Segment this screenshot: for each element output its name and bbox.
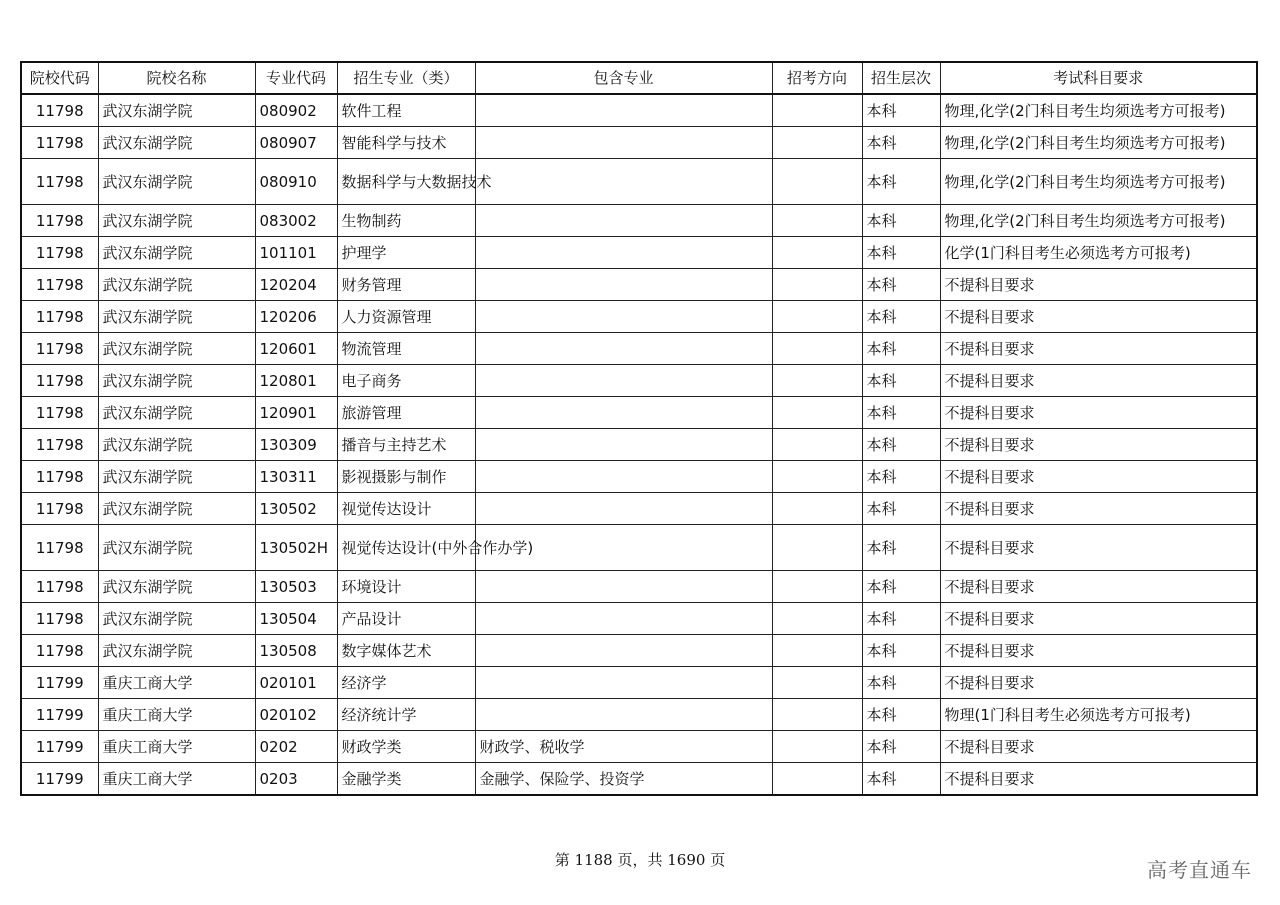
- cell-included-majors: 金融学、保险学、投资学: [475, 763, 772, 796]
- cell-direction: [772, 571, 862, 603]
- cell-major: 数字媒体艺术: [337, 635, 475, 667]
- cell-school-name: 武汉东湖学院: [98, 603, 255, 635]
- cell-included-majors: 财政学、税收学: [475, 731, 772, 763]
- table-row: [21, 94, 1257, 127]
- cell-level: 本科: [862, 635, 940, 667]
- cell-requirement: 物理,化学(2门科目考生均须选考方可报考): [940, 94, 1257, 127]
- cell-included-majors: [475, 127, 772, 159]
- cell-school-code: 11798: [21, 269, 98, 301]
- cell-included-majors: [475, 461, 772, 493]
- cell-major: 财政学类: [337, 731, 475, 763]
- cell-school-code: 11798: [21, 397, 98, 429]
- cell-included-majors: [475, 397, 772, 429]
- cell-requirement: 物理,化学(2门科目考生均须选考方可报考): [940, 159, 1257, 205]
- header-major-code: 专业代码: [255, 62, 337, 94]
- cell-school-name: 武汉东湖学院: [98, 237, 255, 269]
- cell-major: 产品设计: [337, 603, 475, 635]
- cell-included-majors: [475, 237, 772, 269]
- table-body: [21, 94, 1257, 795]
- cell-major: 护理学: [337, 237, 475, 269]
- cell-level: 本科: [862, 127, 940, 159]
- cell-direction: [772, 127, 862, 159]
- cell-major-code: 130309: [255, 429, 337, 461]
- cell-major: 环境设计: [337, 571, 475, 603]
- cell-direction: [772, 333, 862, 365]
- cell-requirement: 不提科目要求: [940, 635, 1257, 667]
- cell-level: 本科: [862, 525, 940, 571]
- table-row: [21, 571, 1257, 603]
- page-number: 第 1188 页，共 1690 页: [554, 851, 726, 869]
- table-row: [21, 333, 1257, 365]
- cell-major-code: 130502H: [255, 525, 337, 571]
- cell-level: 本科: [862, 269, 940, 301]
- cell-included-majors: [475, 635, 772, 667]
- cell-school-code: 11799: [21, 731, 98, 763]
- cell-major-code: 080910: [255, 159, 337, 205]
- cell-included-majors: [475, 269, 772, 301]
- header-level: 招生层次: [862, 62, 940, 94]
- cell-major: 数据科学与大数据技术: [337, 159, 475, 205]
- cell-included-majors: [475, 603, 772, 635]
- cell-school-name: 武汉东湖学院: [98, 94, 255, 127]
- table-row: [21, 301, 1257, 333]
- cell-included-majors: [475, 333, 772, 365]
- cell-direction: [772, 461, 862, 493]
- cell-major: 经济统计学: [337, 699, 475, 731]
- cell-school-code: 11798: [21, 94, 98, 127]
- cell-major: 金融学类: [337, 763, 475, 796]
- cell-school-code: 11798: [21, 365, 98, 397]
- cell-major: 人力资源管理: [337, 301, 475, 333]
- cell-major: 智能科学与技术: [337, 127, 475, 159]
- cell-major: 财务管理: [337, 269, 475, 301]
- cell-requirement: 不提科目要求: [940, 429, 1257, 461]
- table-row: [21, 429, 1257, 461]
- cell-major: 播音与主持艺术: [337, 429, 475, 461]
- cell-school-name: 重庆工商大学: [98, 763, 255, 796]
- cell-included-majors: [475, 571, 772, 603]
- cell-included-majors: [475, 667, 772, 699]
- cell-school-code: 11798: [21, 571, 98, 603]
- table-row: [21, 127, 1257, 159]
- cell-school-name: 武汉东湖学院: [98, 205, 255, 237]
- cell-direction: [772, 397, 862, 429]
- cell-school-name: 武汉东湖学院: [98, 333, 255, 365]
- cell-school-name: 武汉东湖学院: [98, 571, 255, 603]
- cell-level: 本科: [862, 493, 940, 525]
- table-row: [21, 635, 1257, 667]
- cell-direction: [772, 429, 862, 461]
- cell-school-code: 11799: [21, 763, 98, 796]
- cell-school-name: 武汉东湖学院: [98, 493, 255, 525]
- cell-major-code: 130503: [255, 571, 337, 603]
- cell-major-code: 020102: [255, 699, 337, 731]
- cell-level: 本科: [862, 429, 940, 461]
- table-row: [21, 731, 1257, 763]
- cell-direction: [772, 159, 862, 205]
- cell-requirement: 不提科目要求: [940, 365, 1257, 397]
- cell-requirement: 不提科目要求: [940, 667, 1257, 699]
- cell-requirement: 物理(1门科目考生必须选考方可报考): [940, 699, 1257, 731]
- cell-major-code: 120206: [255, 301, 337, 333]
- cell-school-name: 重庆工商大学: [98, 699, 255, 731]
- cell-included-majors: [475, 94, 772, 127]
- cell-school-name: 武汉东湖学院: [98, 429, 255, 461]
- table-row: [21, 603, 1257, 635]
- cell-school-name: 武汉东湖学院: [98, 301, 255, 333]
- cell-school-code: 11798: [21, 205, 98, 237]
- table-row: [21, 493, 1257, 525]
- cell-direction: [772, 493, 862, 525]
- table-row: [21, 525, 1257, 571]
- cell-level: 本科: [862, 94, 940, 127]
- cell-major-code: 080907: [255, 127, 337, 159]
- table-row: [21, 205, 1257, 237]
- cell-major: 视觉传达设计: [337, 493, 475, 525]
- cell-major-code: 130311: [255, 461, 337, 493]
- cell-direction: [772, 699, 862, 731]
- cell-major-code: 0203: [255, 763, 337, 796]
- cell-included-majors: [475, 429, 772, 461]
- header-requirement: 考试科目要求: [940, 62, 1257, 94]
- cell-school-name: 重庆工商大学: [98, 667, 255, 699]
- cell-direction: [772, 269, 862, 301]
- cell-requirement: 不提科目要求: [940, 461, 1257, 493]
- cell-included-majors: [475, 159, 772, 205]
- cell-level: 本科: [862, 461, 940, 493]
- cell-major-code: 130502: [255, 493, 337, 525]
- table-row: [21, 397, 1257, 429]
- cell-school-code: 11798: [21, 461, 98, 493]
- cell-requirement: 不提科目要求: [940, 301, 1257, 333]
- cell-included-majors: [475, 205, 772, 237]
- cell-requirement: 不提科目要求: [940, 603, 1257, 635]
- cell-major-code: 120204: [255, 269, 337, 301]
- cell-included-majors: [475, 699, 772, 731]
- cell-school-code: 11798: [21, 429, 98, 461]
- watermark-logo-text: 高考直通车: [1147, 858, 1252, 882]
- cell-major: 经济学: [337, 667, 475, 699]
- cell-school-name: 武汉东湖学院: [98, 461, 255, 493]
- cell-school-code: 11798: [21, 635, 98, 667]
- cell-requirement: 不提科目要求: [940, 397, 1257, 429]
- table-row: [21, 763, 1257, 796]
- cell-direction: [772, 603, 862, 635]
- cell-school-code: 11798: [21, 159, 98, 205]
- cell-level: 本科: [862, 237, 940, 269]
- cell-school-name: 武汉东湖学院: [98, 397, 255, 429]
- cell-school-code: 11798: [21, 333, 98, 365]
- cell-school-name: 武汉东湖学院: [98, 365, 255, 397]
- cell-major: 旅游管理: [337, 397, 475, 429]
- cell-major: 视觉传达设计(中外合作办学): [337, 525, 475, 571]
- cell-level: 本科: [862, 571, 940, 603]
- cell-included-majors: [475, 493, 772, 525]
- cell-major: 影视摄影与制作: [337, 461, 475, 493]
- cell-school-name: 武汉东湖学院: [98, 635, 255, 667]
- admissions-table: [20, 61, 1258, 796]
- header-included-majors: 包含专业: [475, 62, 772, 94]
- cell-direction: [772, 205, 862, 237]
- cell-major-code: 130504: [255, 603, 337, 635]
- cell-level: 本科: [862, 667, 940, 699]
- cell-level: 本科: [862, 731, 940, 763]
- cell-major: 物流管理: [337, 333, 475, 365]
- cell-requirement: 不提科目要求: [940, 763, 1257, 796]
- cell-level: 本科: [862, 159, 940, 205]
- cell-school-name: 武汉东湖学院: [98, 159, 255, 205]
- admissions-table-container: [20, 61, 1256, 796]
- cell-level: 本科: [862, 301, 940, 333]
- cell-level: 本科: [862, 365, 940, 397]
- header-direction: 招考方向: [772, 62, 862, 94]
- cell-school-name: 武汉东湖学院: [98, 127, 255, 159]
- cell-requirement: 物理,化学(2门科目考生均须选考方可报考): [940, 127, 1257, 159]
- cell-direction: [772, 763, 862, 796]
- cell-school-code: 11798: [21, 525, 98, 571]
- cell-major: 生物制药: [337, 205, 475, 237]
- cell-major-code: 080902: [255, 94, 337, 127]
- cell-direction: [772, 635, 862, 667]
- cell-school-name: 武汉东湖学院: [98, 525, 255, 571]
- cell-included-majors: [475, 301, 772, 333]
- cell-direction: [772, 365, 862, 397]
- cell-included-majors: [475, 365, 772, 397]
- cell-major: 软件工程: [337, 94, 475, 127]
- cell-school-code: 11798: [21, 301, 98, 333]
- cell-major-code: 083002: [255, 205, 337, 237]
- table-row: [21, 365, 1257, 397]
- cell-level: 本科: [862, 763, 940, 796]
- cell-major: 电子商务: [337, 365, 475, 397]
- cell-school-code: 11798: [21, 237, 98, 269]
- cell-school-name: 重庆工商大学: [98, 731, 255, 763]
- cell-major-code: 0202: [255, 731, 337, 763]
- cell-major-code: 020101: [255, 667, 337, 699]
- cell-direction: [772, 731, 862, 763]
- cell-direction: [772, 301, 862, 333]
- table-row: [21, 699, 1257, 731]
- cell-requirement: 不提科目要求: [940, 525, 1257, 571]
- cell-requirement: 不提科目要求: [940, 269, 1257, 301]
- header-school-code: 院校代码: [21, 62, 98, 94]
- cell-direction: [772, 525, 862, 571]
- header-major: 招生专业（类）: [337, 62, 475, 94]
- cell-school-code: 11798: [21, 493, 98, 525]
- header-school-name: 院校名称: [98, 62, 255, 94]
- cell-direction: [772, 94, 862, 127]
- table-row: [21, 159, 1257, 205]
- cell-school-code: 11799: [21, 667, 98, 699]
- cell-level: 本科: [862, 699, 940, 731]
- cell-school-name: 武汉东湖学院: [98, 269, 255, 301]
- cell-requirement: 不提科目要求: [940, 333, 1257, 365]
- cell-requirement: 不提科目要求: [940, 571, 1257, 603]
- cell-level: 本科: [862, 397, 940, 429]
- cell-requirement: 不提科目要求: [940, 493, 1257, 525]
- table-header-row: [21, 62, 1257, 94]
- cell-school-code: 11798: [21, 127, 98, 159]
- cell-major-code: 120901: [255, 397, 337, 429]
- table-row: [21, 237, 1257, 269]
- table-row: [21, 269, 1257, 301]
- cell-major-code: 120801: [255, 365, 337, 397]
- cell-requirement: 物理,化学(2门科目考生均须选考方可报考): [940, 205, 1257, 237]
- cell-level: 本科: [862, 333, 940, 365]
- cell-direction: [772, 667, 862, 699]
- cell-major-code: 101101: [255, 237, 337, 269]
- cell-level: 本科: [862, 205, 940, 237]
- table-row: [21, 667, 1257, 699]
- cell-major-code: 120601: [255, 333, 337, 365]
- cell-school-code: 11799: [21, 699, 98, 731]
- cell-school-code: 11798: [21, 603, 98, 635]
- cell-requirement: 化学(1门科目考生必须选考方可报考): [940, 237, 1257, 269]
- cell-level: 本科: [862, 603, 940, 635]
- table-row: [21, 461, 1257, 493]
- cell-direction: [772, 237, 862, 269]
- cell-requirement: 不提科目要求: [940, 731, 1257, 763]
- cell-major-code: 130508: [255, 635, 337, 667]
